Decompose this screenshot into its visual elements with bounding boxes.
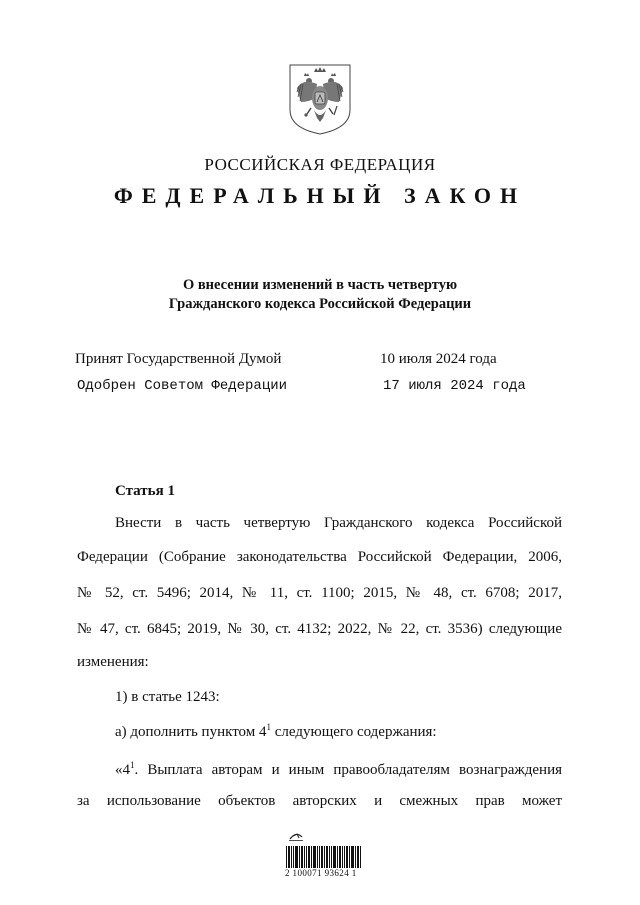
duma-adoption-date: 10 июля 2024 года: [380, 351, 497, 367]
barcode-number: 2 100071 93624 1: [285, 868, 357, 878]
council-approval-date: 17 июля 2024 года: [383, 378, 526, 394]
article-heading: Статья 1: [115, 483, 175, 499]
document-barcode: [286, 846, 362, 868]
article-text-fragment: . Выплата авторам и иным правообладателям вознаграждения: [134, 762, 562, 778]
article-text-line: [115, 760, 562, 779]
registry-mark-icon: [288, 828, 304, 842]
article-text-fragment: следующего содержания:: [271, 724, 437, 740]
article-text-line: изменения:: [77, 654, 149, 670]
law-title-line-2: Гражданского кодекса Российской Федерации: [168, 296, 472, 312]
superscript-index: 1: [130, 760, 135, 770]
article-text-fragment: а) дополнить пунктом 4: [115, 724, 267, 740]
superscript-index: 1: [266, 722, 272, 732]
article-text-line: Федерации (Собрание законодательства Российской Федерации, 2006,: [77, 549, 562, 565]
council-approval-label: Одобрен Советом Федерации: [77, 378, 288, 394]
law-title: [0, 276, 640, 314]
article-text-line: [115, 722, 600, 741]
coat-of-arms-emblem: [287, 62, 353, 136]
law-type-heading: ФЕДЕРАЛЬНЫЙ ЗАКОН: [113, 183, 527, 208]
duma-adoption-label: Принят Государственной Думой: [75, 351, 282, 367]
article-text-line: 1) в статье 1243:: [115, 689, 220, 705]
article-text-line: за использование объектов авторских и смежных прав может: [77, 793, 562, 809]
article-text-line: Внести в часть четвертую Гражданского кодекса Российской: [115, 515, 562, 531]
country-name: РОССИЙСКАЯ ФЕДЕРАЦИЯ: [204, 155, 436, 174]
article-text-fragment: «4: [115, 762, 130, 778]
law-title-line-1: О внесении изменений в часть четвертую: [182, 277, 458, 293]
article-text-line: № 47, ст. 6845; 2019, № 30, ст. 4132; 2022, № 22, ст. 3536) следующие: [77, 621, 562, 637]
article-text-line: № 52, ст. 5496; 2014, № 11, ст. 1100; 2015, № 48, ст. 6708; 2017,: [77, 585, 562, 601]
